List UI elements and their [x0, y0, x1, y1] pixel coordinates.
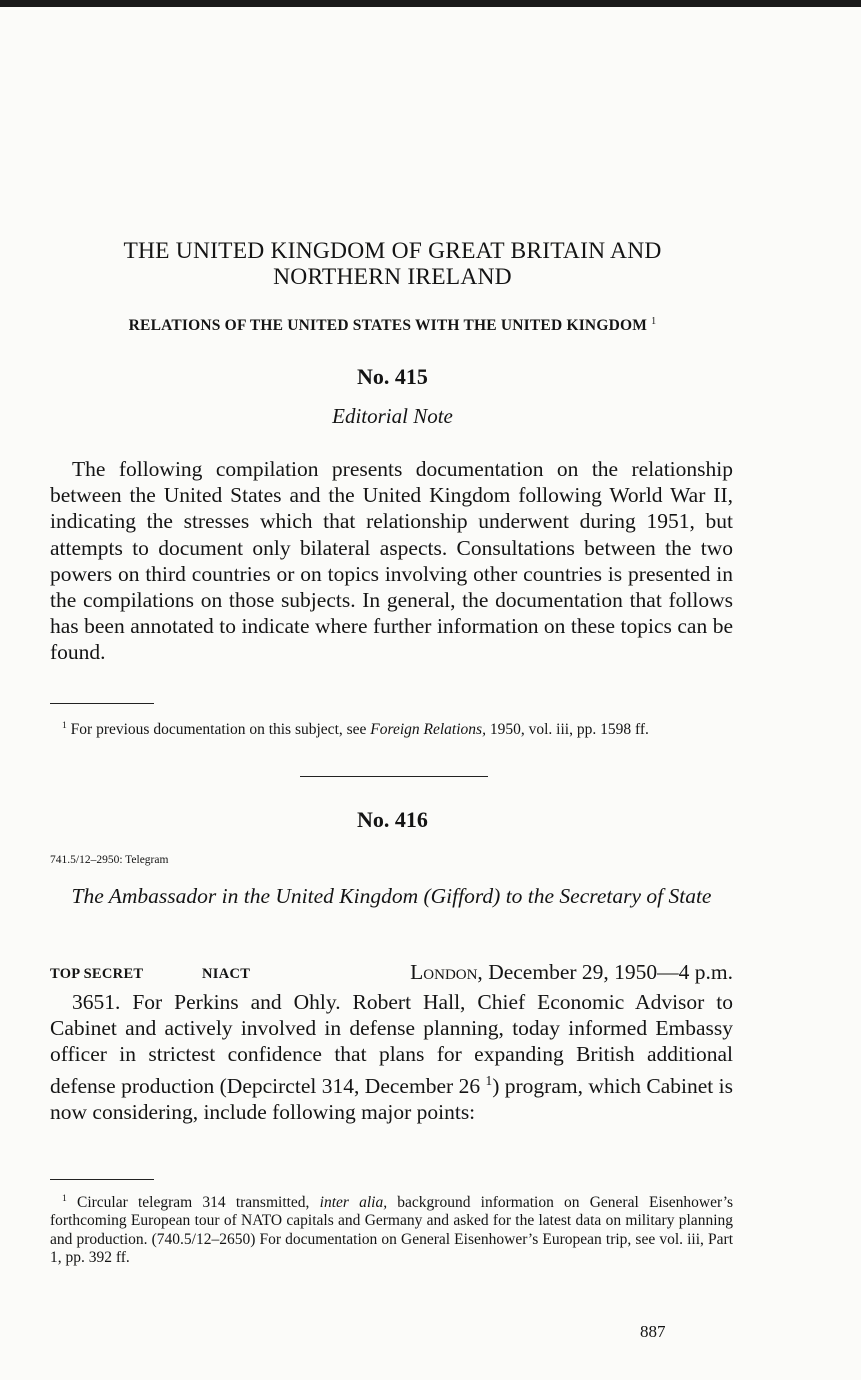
footnote-416-marker: 1	[62, 1193, 67, 1204]
handling-label: NIACT	[202, 966, 251, 982]
section-title	[40, 316, 745, 335]
dateline-date: December 29, 1950—4 p.m.	[488, 960, 733, 984]
footnote-416-text-end: background information on General Eisenhower’s forthcoming European tour of NATO capitals and Germany and asked for the latest data on military planning and production. (740.5/12–2650) For documentation on General Eisenhower’s European trip, see vol. iii, Part 1, pp. 392 ff.	[50, 1194, 734, 1267]
editorial-note-heading: Editorial Note	[332, 404, 453, 428]
file-reference: 741.5/12–2950: Telegram	[50, 854, 169, 866]
country-title	[80, 238, 705, 290]
footnote-rule-2	[50, 1179, 154, 1180]
telegram-body-text: 3651. For Perkins and Ohly. Robert Hall, Chief Economic Advisor to Cabinet and actively involved in defense planning, today informed Embassy officer in strictest confidence that plans for expanding British additional defense production (Depcirctel 314, December 26	[50, 990, 733, 1098]
classification-label: TOP SECRET	[50, 966, 144, 982]
footnote-415-text: For previous documentation on this subject, see	[70, 721, 367, 739]
country-title-line-2: NORTHERN IRELAND	[273, 264, 512, 290]
telegram-header	[50, 960, 733, 986]
document-number-416: No. 416	[357, 807, 428, 832]
dateline-place: London,	[410, 960, 483, 984]
telegram-footnote-ref: 1	[485, 1072, 493, 1088]
editorial-note-body	[50, 456, 733, 666]
telegram-body-text-end: ) program, which Cabinet is now considering, include following major points:	[50, 1073, 734, 1124]
section-title-footnote-ref: 1	[651, 316, 657, 327]
footnote-415-italic: Foreign Relations,	[370, 721, 486, 739]
section-divider	[300, 776, 488, 777]
footnote-415	[50, 717, 733, 739]
footnote-416-italic: inter alia,	[319, 1194, 388, 1212]
footnote-416-text: Circular telegram 314 transmitted,	[77, 1194, 310, 1212]
dateline	[410, 960, 733, 985]
country-title-line-1: THE UNITED KINGDOM OF GREAT BRITAIN AND	[123, 238, 662, 264]
page-edge-shadow	[0, 0, 861, 7]
page-number: 887	[640, 1322, 666, 1341]
footnote-415-text-end: 1950, vol. iii, pp. 1598 ff.	[489, 721, 649, 739]
document-number-415: No. 415	[357, 364, 428, 389]
footnote-415-marker: 1	[62, 720, 67, 731]
telegram-body	[50, 989, 733, 1125]
document-title: The Ambassador in the United Kingdom (Gifford) to the Secretary of State	[71, 884, 712, 908]
footnote-416	[50, 1190, 733, 1267]
footnote-rule	[50, 703, 154, 704]
editorial-note-text: The following compilation presents documentation on the relationship between the United States and the United Kingdom following World War II, indicating the stresses which that relationship underwent during 1951, but attempts to document only bilateral aspects. Consultations between the two powers on third countries or on topics involving other countries is presented in the compilations on those subjects. In general, the documentation that follows has been annotated to indicate where further information on these topics can be found.	[50, 457, 733, 665]
section-title-text: RELATIONS OF THE UNITED STATES WITH THE UNITED KINGDOM	[128, 317, 648, 335]
